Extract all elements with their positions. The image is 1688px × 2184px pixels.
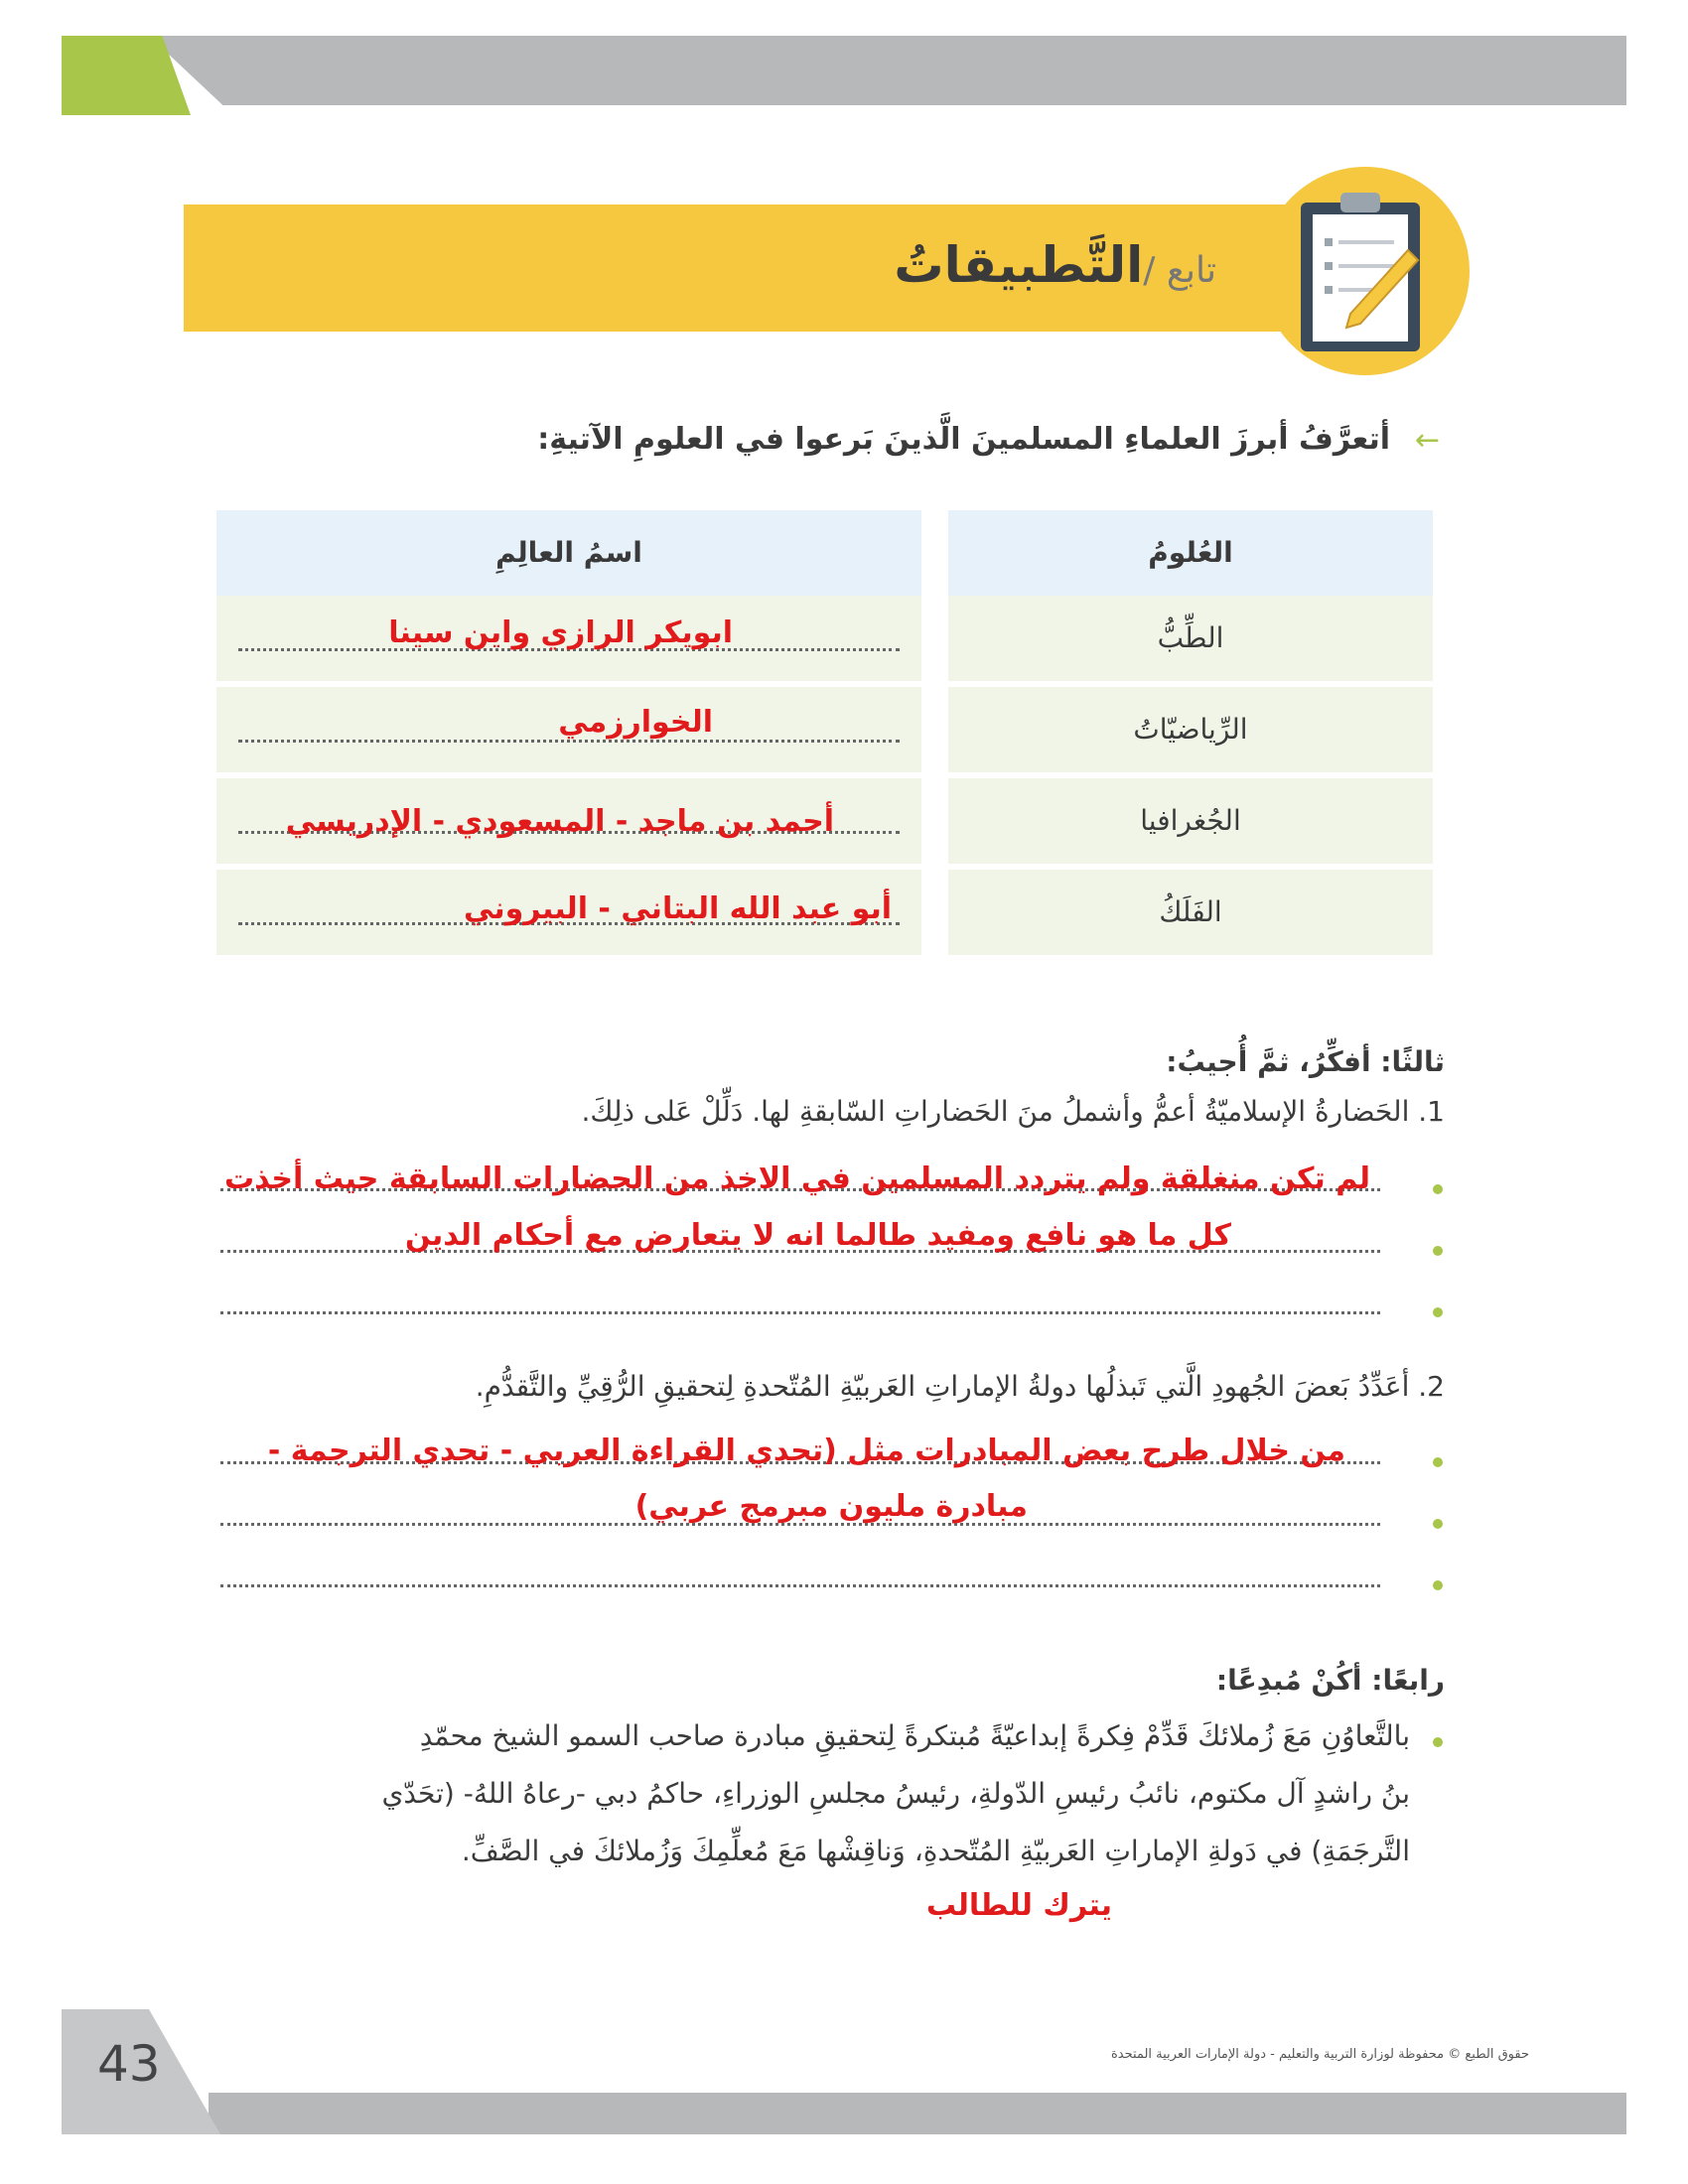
subject-label: الطِّبُّ [1157,621,1224,654]
bullet-icon [1433,1737,1443,1747]
top-banner-bar [149,36,1626,105]
section-title-think: ثالثًا: أفكِّرُ، ثمَّ أُجيبُ: [1166,1045,1445,1078]
bullet-icon [1433,1580,1443,1590]
bullet-icon [1433,1307,1443,1317]
table-cell-answer [216,687,921,772]
table-cell-subject [948,778,1433,864]
table-header-sciences [948,510,1433,596]
table-cell-subject [948,687,1433,772]
table-cell-answer [216,778,921,864]
header-label: اسمُ العالِمِ [495,536,642,569]
dotted-line [238,740,900,743]
bullet-icon [1433,1184,1443,1194]
table-cell-answer [216,870,921,955]
bullet-icon [1433,1519,1443,1529]
handwritten-answer: من خلال طرح بعض المبادرات مثل (تحدي القراءة العربي - تحدي الترجمة - [267,1433,1345,1468]
bullet-icon [1433,1246,1443,1256]
answer-line [220,1584,1380,1587]
section-header-band [184,205,1435,332]
paragraph-line: التَّرجَمَةِ) في دَولةِ الإماراتِ العَربيّةِ المُتّحدةِ، وَناقِشْها مَعَ مُعلِّمِكَ وَزُملائكَ في الصَّفِّ. [461,1835,1410,1867]
handwritten-answer: يترك للطالب [925,1888,1112,1923]
handwritten-answer: كل ما هو نافع ومفيد طالما انه لا يتعارض مع أحكام الدين [404,1218,1231,1253]
subject-label: الجُغرافيا [1140,804,1241,837]
table-header-scientist [216,510,921,596]
footer-bar [209,2093,1626,2134]
table-cell-answer [216,596,921,681]
subject-label: الرِّياضيّاتُ [1133,713,1248,746]
arrow-icon: ← [1414,423,1440,458]
question-2: 2. أعَدِّدُ بَعضَ الجُهودِ الَّتي تَبذلُها دولةُ الإماراتِ العَربيّةِ المُتّحدةِ لِتحقيقِ الرُّقِيِّ والتَّقدُّمِ. [475,1370,1445,1403]
handwritten-answer: أبو عبد الله البتاني - البيروني [464,891,892,926]
header-label: العُلومُ [1148,536,1233,569]
question-1: 1. الحَضارةُ الإسلاميّةُ أعمُّ وأشملُ منَ الحَضاراتِ السّابقةِ لها. دَلِّلْ عَلى ذلِكَ. [581,1095,1445,1128]
handwritten-answer: الخوارزمي [558,705,713,740]
handwritten-answer: لم تكن منغلقة ولم يتردد المسلمين في الاخذ من الحضارات السابقة حيث أخذت [223,1161,1370,1196]
subject-label: الفَلَكُ [1159,895,1222,928]
title-prefix: تابع / [1143,250,1216,291]
section-title-creative: رابعًا: أكُنْ مُبدِعًا: [1215,1664,1445,1697]
copyright-text: حقوق الطبع © محفوظة لوزارة التربية والتعليم - دولة الإمارات العربية المتحدة [1110,2047,1529,2062]
paragraph-line: بنُ راشدٍ آل مكتوم، نائبُ رئيسِ الدّولةِ، رئيسُ مجلسِ الوزراءِ، حاكمُ دبي -رعاهُ اللهُ- (تحَدّي [381,1777,1410,1810]
handwritten-answer: ابويكر الرازي واين سينا [388,615,733,650]
clipboard-icon [1291,189,1430,357]
table-cell-subject [948,870,1433,955]
paragraph-line: بالتَّعاوُنِ مَعَ زُملائكَ قَدِّمْ فِكرةً إبداعيّةً مُبتكرةً لِتحقيقِ مبادرة صاحب السمو الشيخ محمّدِ [419,1719,1410,1752]
page-number: 43 [97,2035,161,2093]
question-text: أتعرَّفُ أبرزَ العلماءِ المسلمينَ الَّذينَ بَرعوا في العلومِ الآتيةِ: [537,422,1390,457]
answer-line [220,1311,1380,1314]
bullet-icon [1433,1457,1443,1467]
table-cell-subject [948,596,1433,681]
page-title [894,236,1216,294]
handwritten-answer: أحمد بن ماجد - المسعودي - الإدريسي [285,804,834,839]
handwritten-answer: مبادرة مليون مبرمج عربي) [634,1489,1028,1524]
title-text: التَّطبيقاتُ [894,236,1144,294]
